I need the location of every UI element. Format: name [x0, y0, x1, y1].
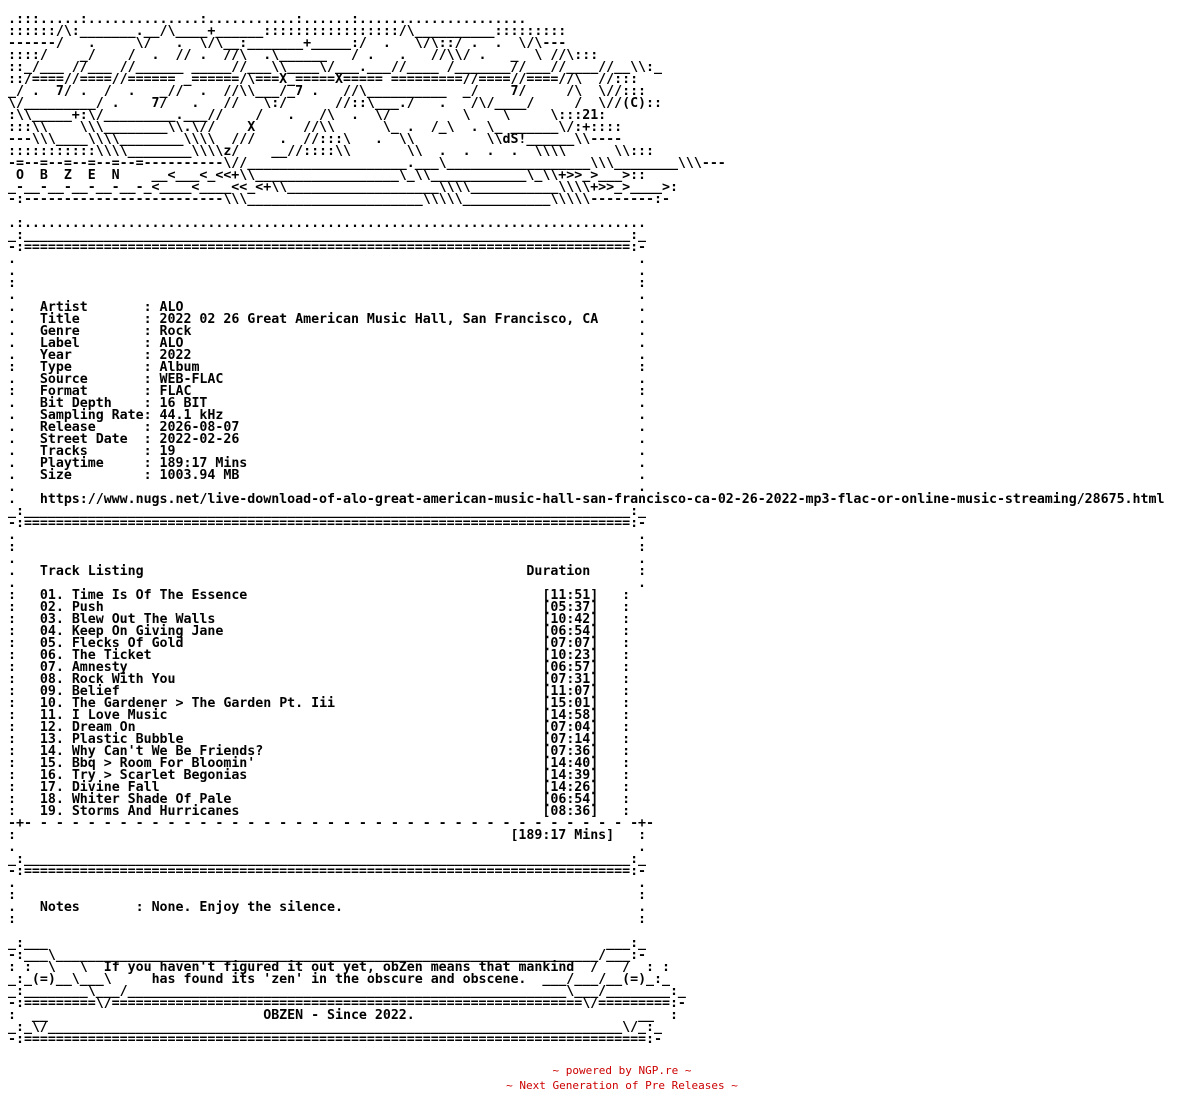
- track-title: Whiter Shade Of Pale: [71, 792, 232, 807]
- track-row: 03. Blew Out The Walls [10:42] :: [39, 612, 631, 627]
- footer: [0, 1063, 1184, 1093]
- track-duration: [08:36]: [542, 804, 599, 819]
- info-value: 2022 02 26 Great American Music Hall, San Francisco, CA: [159, 312, 599, 327]
- track-duration: [07:36]: [542, 744, 599, 759]
- track-number: 05.: [39, 636, 64, 651]
- track-duration: [11:51]: [542, 588, 599, 603]
- track-row: 14. Why Can't We Be Friends? [07:36] :: [39, 744, 631, 759]
- track-duration: [11:07]: [542, 684, 599, 699]
- track-number: 18.: [39, 792, 64, 807]
- track-duration: [10:42]: [542, 612, 599, 627]
- track-number: 09.: [39, 684, 64, 699]
- track-number: 01.: [39, 588, 64, 603]
- info-value: Rock: [159, 324, 192, 339]
- info-label: Title: [39, 312, 144, 327]
- track-duration: [05:37]: [542, 600, 599, 615]
- track-number: 12.: [39, 720, 64, 735]
- track-title: Why Can't We Be Friends?: [71, 744, 264, 759]
- info-label: Type: [39, 360, 144, 375]
- info-label: Tracks: [39, 444, 144, 459]
- track-title: Storms And Hurricanes: [71, 804, 240, 819]
- track-duration: [10:23]: [542, 648, 599, 663]
- track-row: 08. Rock With You [07:31] :: [39, 672, 631, 687]
- track-number: 06.: [39, 648, 64, 663]
- track-title: Dream On: [71, 720, 136, 735]
- info-value: 2022-02-26: [159, 432, 240, 447]
- track-title: Rock With You: [71, 672, 176, 687]
- track-row: 12. Dream On [07:04] :: [39, 720, 631, 735]
- info-value: 44.1 kHz: [159, 408, 224, 423]
- track-duration: [14:26]: [542, 780, 599, 795]
- message-line-2: has found its 'zen' in the obscure and obscene.: [151, 972, 527, 987]
- track-title: Divine Fall: [71, 780, 160, 795]
- track-duration: [06:54]: [542, 792, 599, 807]
- info-value: 2022: [159, 348, 192, 363]
- info-label: Size: [39, 468, 144, 483]
- track-row: 17. Divine Fall [14:26] :: [39, 780, 631, 795]
- track-number: 10.: [39, 696, 64, 711]
- nfo-text: .:::.....:..............:...........:......:..................... ::::::/\:_______.__/\____+______:::::::::::::::::/\__________::::::::: ------/ . \/ . \/\__:_______+_____:/ . \/\::/ . . \/\--- ::::/ _/ / . // . //\ .\______ / . . //\\/ . _ \ //\::: ::_/___ //___ //______ _____//___\\____\/___.___//____ /_______//___//____//__\\:_ ::/====//====//====== _======/\===X_=====X===== =========//====//====//\ //::: _/ . 7/ . / . _// . //\\___/_7 . //\__________ _/ 7/ /\ \//::: \/_________/ . 7/ . // \:/ //::\___./ . /\/____/ / \//(C):: :\\_____+:\/_________.___// / . /\ . \/ \ \ \:::21: :::\\ \\\________\\.\// X //\\ \_ . /_\ . \_ ______\/:+:::: ---\\\____\\\\________\\\\ /// . //:::\ . \\ \\dS!______\\---- :::::::::::\\\\________\\\\z/ __//::::\\ \\ . . . . \\\\ \\::: -=--=--=--=--=--=----------\//____________________.___\__________________\\\________\\\--- O B Z E N __<___<_<<+\\__________________\_\\____________\_\\+>>_>___>:: _-__-__-__-__-__-_<____<____<<_<+\\___________________\\\\___________\\\\+>>_>____>: -:-------------------------\\\______________________\\\\\___________\\\\\--------:- .:.............................................................................. _:____________________________________________________________________________:_ -:============================================================================:- . . . . : : . . . Artist : ALO . . Title : 2022 02 26 Great American Music Hall, San Francisco, CA . . Genre : Rock . . Label : ALO . . Year : 2022 . : Type : Album : . Source : WEB-FLAC . : Format : FLAC : . Bit Depth : 16 BIT . . Sampling Rate: 44.1 kHz . . Release : 2026-08-07 . . Street Date : 2022-02-26 . . Tracks : 19 . . Playtime : 189:17 Mins . . Size : 1003.94 MB . . . . https://www.nugs.net/live-download-of-alo-great-american-music-hall-san-francisco-ca-02-26-2022-mp3-flac-or-online-music-streaming/28675.html _:____________________________________________________________________________:_ -:============================================================================:- . . : : . . . Track Listing Duration : . . : 01. Time Is Of The Essence [11:51] : : 02. Push [05:37] : : 03. Blew Out The Walls [10:42] : : 04. Keep On Giving Jane [06:54] : : 05. Flecks Of Gold [07:07] : : 06. The Ticket [10:23] : : 07. Amnesty [06:57] : : 08. Rock With You [07:31] : : 09. Belief [11:07] : : 10. The Gardener > The Garden Pt. Iii [15:01] : : 11. I Love Music [14:58] : : 12. Dream On [07:04] : : 13. Plastic Bubble [07:14] : : 14. Why Can't We Be Friends? [07:36] : : 15. Bbq > Room For Bloomin' [14:40] : : 16. Try > Scarlet Begonias [14:39] : : 17. Divine Fall [14:26] : : 18. Whiter Shade Of Pale [06:54] : : 19. Storms And Hurricanes [08:36] : -+- - - - - - - - - - - - - - - - - - - - - - - - - - - - - - - - - - - - - - -+- : [189:17 Mins] : . . _:____________________________________________________________________________:_ -:============================================================================:- . . : : . Notes : None. Enjoy the silence. . : : _:___ ___:_ -:___\____________________________________________________________________/___:- : : \ \ If you haven't figured it out yet, obZen means that mankind / / : : _:_(=)__\___\ has found its 'zen' in the obscure and obscene. ___/___/__(=)_:_ _:________\___/_______________________________________________________\___/________:_ -:=========\/===========================================================\/=========:- : __ OBZEN - Since 2022. __ : _:_\/________________________________________________________________________\/_:_ -:==============================================================================:-: [8, 12, 1165, 1047]
- track-row: 13. Plastic Bubble [07:14] :: [39, 732, 631, 747]
- info-label: Bit Depth: [39, 396, 144, 411]
- track-row: 01. Time Is Of The Essence [11:51] :: [39, 588, 631, 603]
- info-value: 189:17 Mins: [159, 456, 248, 471]
- track-number: 19.: [39, 804, 64, 819]
- track-duration: [14:40]: [542, 756, 599, 771]
- track-title: Blew Out The Walls: [71, 612, 216, 627]
- track-title: Try > Scarlet Begonias: [71, 768, 248, 783]
- track-duration: [06:57]: [542, 660, 599, 675]
- track-row: 09. Belief [11:07] :: [39, 684, 631, 699]
- footer-powered-by: ~ powered by NGP.re ~: [552, 1064, 692, 1077]
- info-value: 2026-08-07: [159, 420, 240, 435]
- total-playtime: [189:17 Mins]: [510, 828, 615, 843]
- track-number: 13.: [39, 732, 64, 747]
- info-label: Year: [39, 348, 144, 363]
- track-number: 02.: [39, 600, 64, 615]
- track-number: 11.: [39, 708, 64, 723]
- track-duration: [14:39]: [542, 768, 599, 783]
- info-value: 1003.94 MB: [159, 468, 240, 483]
- track-number: 14.: [39, 744, 64, 759]
- duration-header: Duration: [526, 564, 591, 579]
- info-label: Format: [39, 384, 144, 399]
- message-line-1: If you haven't figured it out yet, obZen means that mankind: [103, 960, 575, 975]
- track-title: Belief: [71, 684, 120, 699]
- info-value: Album: [159, 360, 200, 375]
- track-number: 03.: [39, 612, 64, 627]
- track-title: Flecks Of Gold: [71, 636, 184, 651]
- track-duration: [15:01]: [542, 696, 599, 711]
- track-number: 15.: [39, 756, 64, 771]
- info-label: Sampling Rate: [39, 408, 144, 423]
- track-duration: [14:58]: [542, 708, 599, 723]
- info-value: WEB-FLAC: [159, 372, 224, 387]
- info-label: Label: [39, 336, 144, 351]
- track-row: 07. Amnesty [06:57] :: [39, 660, 631, 675]
- info-label: Genre: [39, 324, 144, 339]
- track-title: I Love Music: [71, 708, 168, 723]
- info-value: ALO: [159, 300, 184, 315]
- info-value: FLAC: [159, 384, 192, 399]
- track-title: The Gardener > The Garden Pt. Iii: [71, 696, 336, 711]
- track-row: 02. Push [05:37] :: [39, 600, 631, 615]
- track-number: 16.: [39, 768, 64, 783]
- track-row: 18. Whiter Shade Of Pale [06:54] :: [39, 792, 631, 807]
- info-label: Artist: [39, 300, 144, 315]
- track-row: 19. Storms And Hurricanes [08:36] :: [39, 804, 631, 819]
- info-value: 19: [159, 444, 176, 459]
- notes-label: Notes: [39, 900, 136, 915]
- track-row: 05. Flecks Of Gold [07:07] :: [39, 636, 631, 651]
- notes-text: None. Enjoy the silence.: [151, 900, 343, 915]
- track-row: 15. Bbq > Room For Bloomin' [14:40] :: [39, 756, 631, 771]
- track-number: 17.: [39, 780, 64, 795]
- track-duration: [07:04]: [542, 720, 599, 735]
- info-label: Release: [39, 420, 144, 435]
- track-title: Time Is Of The Essence: [71, 588, 248, 603]
- info-value: ALO: [159, 336, 184, 351]
- track-title: The Ticket: [71, 648, 152, 663]
- track-row: 11. I Love Music [14:58] :: [39, 708, 631, 723]
- track-title: Plastic Bubble: [71, 732, 184, 747]
- track-title: Bbq > Room For Bloomin': [71, 756, 256, 771]
- track-title: Push: [71, 600, 104, 615]
- release-url: https://www.nugs.net/live-download-of-alo-great-american-music-hall-san-francisco-ca-02-26-2022-mp3-flac-or-online-music-streaming/28675.html: [39, 492, 1165, 507]
- track-row: 04. Keep On Giving Jane [06:54] :: [39, 624, 631, 639]
- track-row: 10. The Gardener > The Garden Pt. Iii [15:01] :: [39, 696, 631, 711]
- info-label: Playtime: [39, 456, 144, 471]
- track-row: 06. The Ticket [10:23] :: [39, 648, 631, 663]
- info-value: 16 BIT: [159, 396, 208, 411]
- info-label: Source: [39, 372, 144, 387]
- banner-text: OBZEN - Since 2022.: [263, 1008, 415, 1023]
- track-number: 07.: [39, 660, 64, 675]
- track-duration: [07:31]: [542, 672, 599, 687]
- track-title: Keep On Giving Jane: [71, 624, 224, 639]
- track-row: 16. Try > Scarlet Begonias [14:39] :: [39, 768, 631, 783]
- track-number: 04.: [39, 624, 64, 639]
- footer-tagline: ~ Next Generation of Pre Releases ~: [506, 1079, 738, 1092]
- tracklist-title: Track Listing: [39, 564, 144, 579]
- track-duration: [07:14]: [542, 732, 599, 747]
- track-title: Amnesty: [71, 660, 128, 675]
- track-duration: [07:07]: [542, 636, 599, 651]
- track-number: 08.: [39, 672, 64, 687]
- track-duration: [06:54]: [542, 624, 599, 639]
- info-label: Street Date: [39, 432, 144, 447]
